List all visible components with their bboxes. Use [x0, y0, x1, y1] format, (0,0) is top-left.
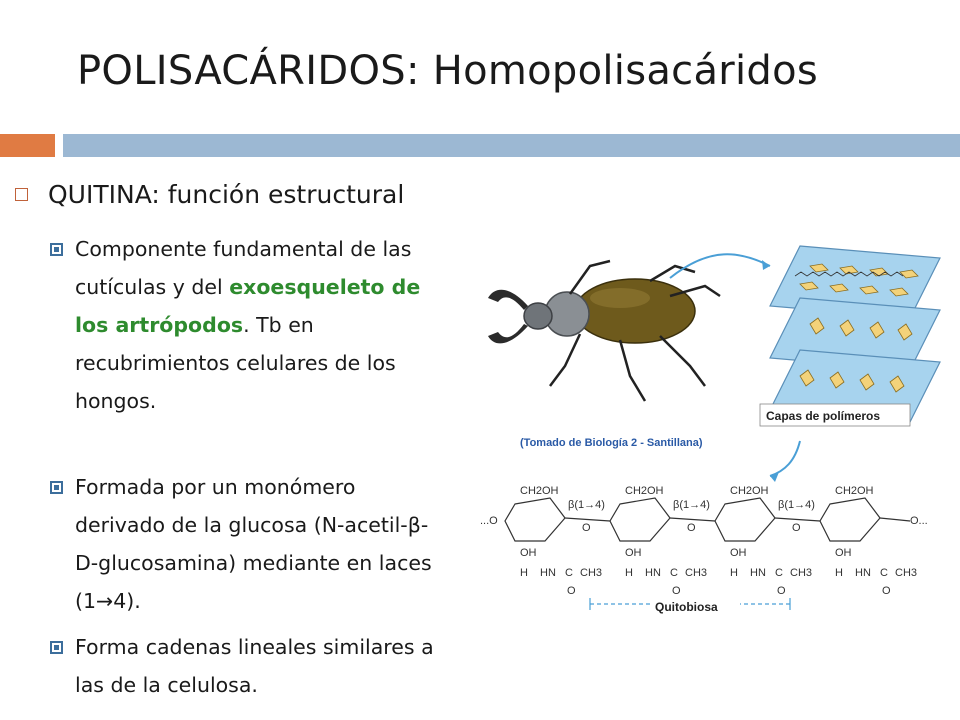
o-carbonyl-label-1: O — [567, 585, 576, 597]
slide-title: POLISACÁRIDOS: Homopolisacáridos — [77, 48, 819, 94]
sub-bullet-cadenas — [50, 628, 450, 704]
sub-bullet-formada — [50, 468, 450, 620]
ch2oh-label-1: CH2OH — [520, 485, 559, 497]
ch3-label-2: CH3 — [685, 567, 708, 579]
sub-bullet-componente-text — [75, 230, 450, 420]
sub-bullet-cadenas-text: Forma cadenas lineales similares a las de la celulosa. — [75, 635, 434, 697]
o-carbonyl-label-4: O — [882, 585, 891, 597]
sub-bullet-formada-text — [75, 468, 450, 620]
c-label-1: C — [565, 567, 573, 579]
oh-label-2: OH — [625, 547, 642, 559]
o-carbonyl-label-2: O — [672, 585, 681, 597]
ch2oh-label-4: CH2OH — [835, 485, 874, 497]
curved-arrow-icon — [670, 254, 770, 278]
oh-label-3: OH — [730, 547, 747, 559]
chitin-figure — [470, 236, 950, 626]
sub-bullet-componente — [50, 230, 450, 420]
o-label-2: O — [687, 522, 696, 534]
h-label-1: H — [520, 567, 528, 579]
accent-bar-orange — [0, 134, 55, 157]
h-label-2: H — [625, 567, 633, 579]
chain-end-right: O... — [910, 515, 928, 527]
filled-square-bullet-icon — [50, 641, 63, 654]
sub1-highlight: exoesqueleto de los artrópodos — [75, 275, 421, 337]
quitobiosa-bracket — [590, 598, 790, 614]
sub2-part2: -D-glucosamina) mediante en laces (1 — [75, 513, 432, 613]
c-label-3: C — [775, 567, 783, 579]
ch2oh-label-3: CH2OH — [730, 485, 769, 497]
sub1-part2: . Tb en recubrimientos celulares de los hongos. — [75, 313, 396, 413]
ch3-label-4: CH3 — [895, 567, 918, 579]
sub2-part3: 4). — [113, 589, 141, 613]
layers-label: Capas de polímeros — [766, 409, 881, 423]
hn-label-2: HN — [645, 567, 661, 579]
o-label-1: O — [582, 522, 591, 534]
square-bullet-icon — [15, 188, 28, 201]
beetle-illustration — [488, 261, 720, 401]
sub1-part1: Componente fundamental de las cutículas y del — [75, 237, 412, 299]
o-carbonyl-label-3: O — [777, 585, 786, 597]
chain-end-left: ...O — [480, 515, 498, 527]
hn-label-4: HN — [855, 567, 871, 579]
h-label-4: H — [835, 567, 843, 579]
filled-square-bullet-icon — [50, 243, 63, 256]
chitin-chain — [480, 485, 928, 597]
beta-link-label-1: β(1→4) — [568, 499, 605, 511]
ch3-label-1: CH3 — [580, 567, 603, 579]
beta-link-label-3: β(1→4) — [778, 499, 815, 511]
hn-label-1: HN — [540, 567, 556, 579]
oh-label-4: OH — [835, 547, 852, 559]
chitin-illustration — [470, 236, 950, 626]
curved-arrow-2-icon — [770, 441, 800, 476]
ch2oh-label-2: CH2OH — [625, 485, 664, 497]
accent-bar-blue — [63, 134, 960, 157]
quitobiosa-label: Quitobiosa — [655, 600, 718, 614]
h-label-3: H — [730, 567, 738, 579]
beta-symbol: β — [407, 513, 421, 537]
bullet-quitina-text: QUITINA: función estructural — [48, 180, 405, 209]
ch3-label-3: CH3 — [790, 567, 813, 579]
beta-link-label-2: β(1→4) — [673, 499, 710, 511]
sub2-part1: Formada por un monómero derivado de la glucosa (N-acetil- — [75, 475, 408, 537]
arrow-symbol: → — [96, 589, 114, 613]
c-label-4: C — [880, 567, 888, 579]
bullet-quitina — [13, 180, 404, 209]
filled-square-bullet-icon — [50, 481, 63, 494]
polymer-layers — [760, 246, 940, 426]
oh-label-1: OH — [520, 547, 537, 559]
hn-label-3: HN — [750, 567, 766, 579]
figure-credit: (Tomado de Biología 2 - Santillana) — [520, 437, 703, 449]
o-label-3: O — [792, 522, 801, 534]
c-label-2: C — [670, 567, 678, 579]
